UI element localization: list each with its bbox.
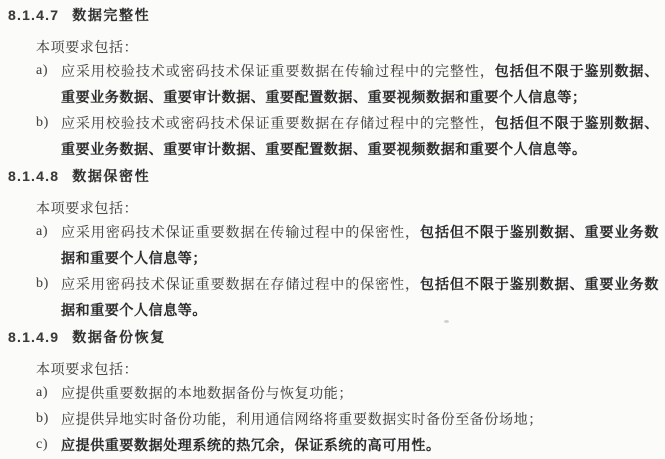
list-item [36, 111, 659, 163]
item-label: b) [36, 276, 49, 291]
section-data-integrity [8, 7, 659, 163]
section-data-backup-recovery [8, 329, 659, 459]
section-heading [8, 168, 659, 186]
item-text-bold: 包括但不限于鉴别数据、重要业务数据、重要审计数据、重要配置数据、重要视频数据和重要个人信息等。 [61, 115, 659, 157]
item-label: a) [36, 63, 49, 78]
item-text [61, 381, 659, 407]
requirements-list [36, 59, 659, 163]
item-text-normal: 应提供重要数据的本地数据备份与恢复功能； [61, 387, 353, 402]
list-item [36, 59, 659, 111]
item-text-bold: 包括但不限于鉴别数据、重要业务数据、重要审计数据、重要配置数据、重要视频数据和重要个人信息等； [61, 63, 659, 105]
requirements-intro: 本项要求包括： [36, 202, 139, 217]
item-text-bold: 包括但不限于鉴别数据、重要业务数据和重要个人信息等； [61, 224, 659, 266]
item-text-normal: 应采用密码技术保证重要数据在存储过程中的保密性， [61, 278, 421, 293]
section-data-confidentiality [8, 168, 659, 324]
item-text [61, 59, 659, 111]
item-text [61, 433, 659, 459]
section-heading [8, 329, 659, 347]
list-item [36, 381, 659, 407]
section-title: 数据保密性 [72, 168, 151, 184]
item-label: a) [36, 224, 49, 239]
item-text-normal: 应提供异地实时备份功能，利用通信网络将重要数据实时备份至备份场地； [61, 413, 543, 428]
item-label: b) [36, 115, 49, 130]
item-text-normal: 应采用密码技术保证重要数据在传输过程中的保密性， [61, 226, 421, 241]
item-text-normal: 应采用校验技术或密码技术保证重要数据在传输过程中的完整性， [61, 65, 495, 80]
requirements-intro: 本项要求包括： [36, 363, 139, 378]
item-label: b) [36, 411, 49, 426]
list-item [36, 433, 659, 459]
section-number: 8.1.4.7 [8, 7, 60, 23]
item-text [61, 111, 659, 163]
scan-artifact-dot [444, 320, 449, 323]
item-text [61, 407, 659, 433]
item-text [61, 220, 659, 272]
list-item [36, 220, 659, 272]
item-text-bold: 包括但不限于鉴别数据、重要业务数据和重要个人信息等。 [61, 276, 659, 318]
item-label: a) [36, 385, 49, 400]
section-title: 数据备份恢复 [72, 329, 166, 345]
item-text-bold: 应提供重要数据处理系统的热冗余，保证系统的高可用性。 [61, 437, 441, 453]
section-title: 数据完整性 [72, 7, 151, 23]
item-text [61, 272, 659, 324]
list-item [36, 272, 659, 324]
section-heading [8, 7, 659, 25]
requirements-intro: 本项要求包括： [36, 41, 139, 56]
list-item [36, 407, 659, 433]
item-label: c) [36, 437, 49, 452]
section-number: 8.1.4.8 [8, 168, 60, 184]
section-number: 8.1.4.9 [8, 329, 60, 345]
requirements-list [36, 220, 659, 324]
item-text-normal: 应采用校验技术或密码技术保证重要数据在存储过程中的完整性， [61, 117, 495, 132]
requirements-list [36, 381, 659, 459]
